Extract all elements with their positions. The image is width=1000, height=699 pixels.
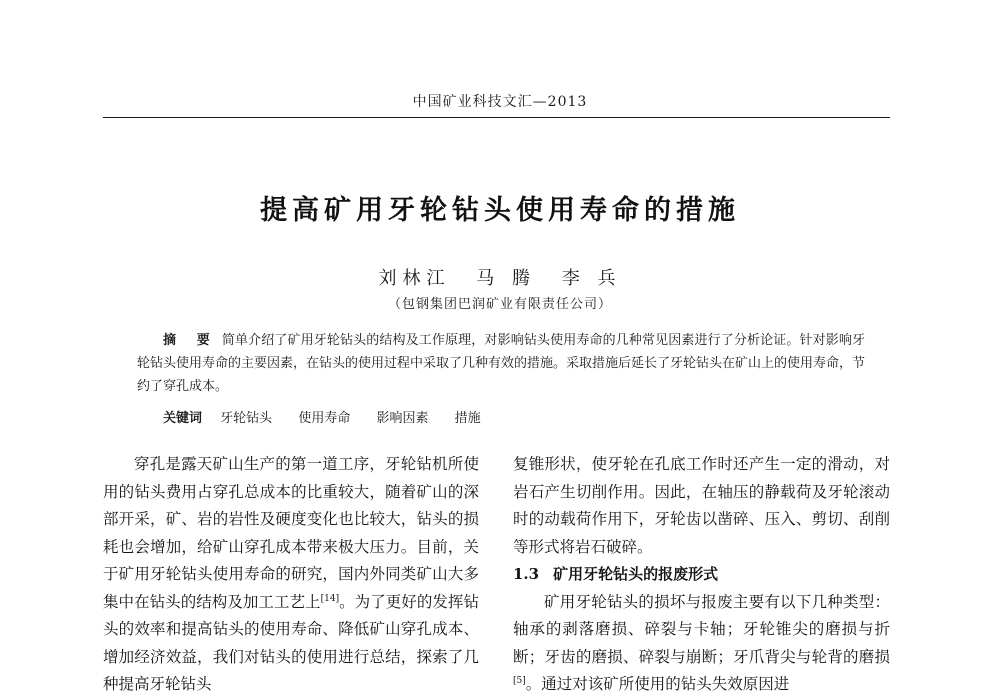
abstract-text: 简单介绍了矿用牙轮钻头的结构及工作原理，对影响钻头使用寿命的几种常见因素进行了分析论证。针对影响牙轮钻头使用寿命的主要因素，在钻头的使用过程中采取了几种有效的措施。采取措施后延长了牙轮钻头在矿山上的使用寿命，节约了穿孔成本。 (137, 333, 866, 394)
keywords (163, 407, 863, 426)
section-title: 矿用牙轮钻头的报废形式 (553, 565, 719, 583)
body-column-right (513, 451, 890, 699)
author-name: 刘林江 (378, 268, 451, 289)
paragraph-text: 矿用牙轮钻头的损坏与报废主要有以下几种类型：轴承的剥落磨损、碎裂与卡轴；牙轮锥尖的磨损与折断；牙齿的磨损、碎裂与崩断；牙爪背尖与轮背的磨损 (513, 592, 890, 666)
body-column-left (103, 451, 479, 693)
paragraph-text: 穿孔是露天矿山生产的第一道工序，牙轮钻机所使用的钻头费用占穿孔总成本的比重较大，随着矿山的深部开采，矿、岩的岩性及硬度变化也比较大，钻头的损耗也会增加，给矿山穿孔成本带来极大压力。目前，关于矿用牙轮钻头使用寿命的研究，国内外同类矿山大多集中在钻头的结构及加工工艺上 (103, 455, 479, 611)
paper-title: 提高矿用牙轮钻头使用寿命的措施 (260, 195, 740, 226)
keyword: 牙轮钻头 (220, 411, 273, 426)
journal-header: 中国矿业科技文汇—2013 (412, 94, 588, 110)
paragraph-text: 。通过对该矿所使用的钻头失效原因进 (525, 675, 790, 693)
abstract (137, 329, 865, 398)
header-rule (103, 117, 890, 118)
keywords-label: 关键词 (163, 411, 203, 426)
author-name: 李 兵 (561, 268, 622, 289)
author-name: 马 腾 (476, 268, 536, 289)
keyword: 措施 (454, 411, 481, 426)
abstract-label: 摘 要 (163, 333, 218, 348)
keyword: 使用寿命 (298, 411, 351, 426)
section-heading (513, 561, 890, 589)
author-list (0, 264, 1000, 290)
citation-ref: [5] (513, 675, 526, 686)
citation-ref: [14] (320, 593, 340, 604)
section-number: 1.3 (513, 565, 540, 583)
paragraph-text: 。为了更好的发挥钻头的效率和提高钻头的使用寿命、降低矿山穿孔成本、增加经济效益，我们对钻头的使用进行总结，探索了几种提高牙轮钻头 (103, 592, 479, 693)
affiliation: （包钢集团巴润矿业有限责任公司） (387, 297, 612, 312)
body-paragraph (513, 589, 890, 699)
body-paragraph: 复锥形状，使牙轮在孔底工作时还产生一定的滑动，对岩石产生切削作用。因此，在轴压的静载荷及牙轮滚动时的动载荷作用下，牙轮齿以凿碎、压入、剪切、刮削等形式将岩石破碎。 (513, 455, 890, 556)
keyword: 影响因素 (376, 411, 429, 426)
body-paragraph (103, 451, 479, 699)
